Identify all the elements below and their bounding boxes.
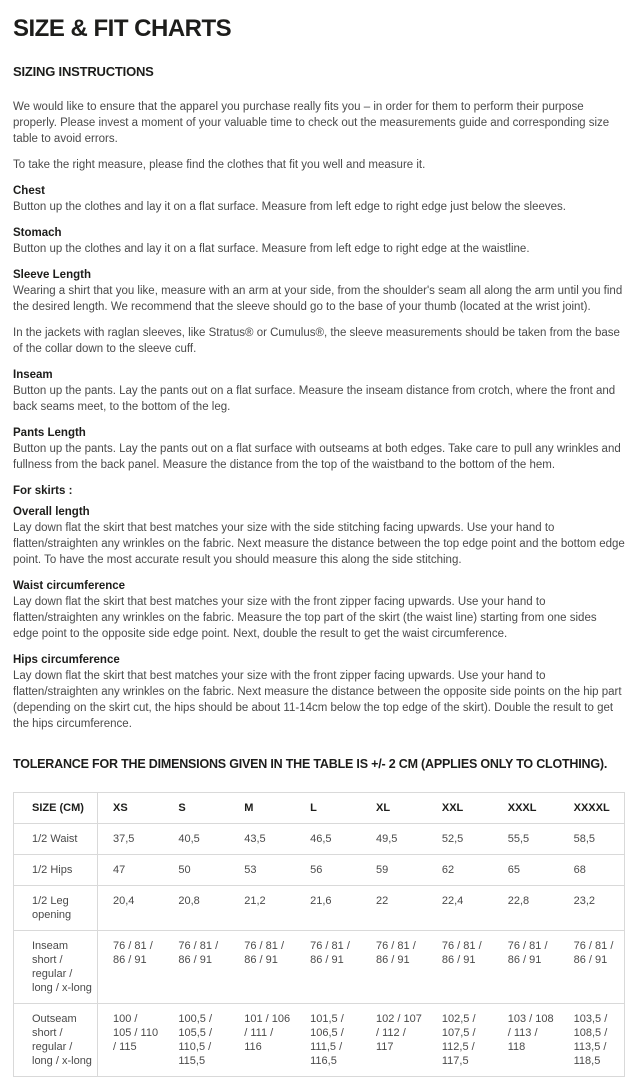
section-heading: For skirts : [13,485,73,498]
intro-paragraphs [13,99,625,173]
size-col-header-xxxl: XXXL [507,802,537,815]
row-label: Inseam short / regular / long / x-long [14,931,98,1004]
size-value-cell: 53 [229,855,295,886]
intro-paragraph: We would like to ensure that the apparel you purchase really fits you – in order for them to perform their purpose properly. Please invest a moment of your valuable time to check out the measurements guide and corresponding size table to avoid errors. [13,101,610,146]
size-value-cell: 100 / 105 / 110 / 115 [98,1004,164,1077]
size-col-header-s: S [178,802,186,815]
size-value-cell: 76 / 81 / 86 / 91 [559,931,625,1004]
section-heading: Hips circumference [13,654,120,667]
size-value-cell: 52,5 [427,824,493,855]
section-sleeve-length [13,267,625,357]
size-value-cell: 21,2 [229,886,295,931]
section-for-skirts [13,483,625,499]
size-value-cell: 62 [427,855,493,886]
size-value-cell: 37,5 [98,824,164,855]
size-table-row-outseam-short-regular-long-x-long [14,1004,625,1077]
tolerance-heading: TOLERANCE FOR THE DIMENSIONS GIVEN IN THE TABLE IS +/- 2 CM (APPLIES ONLY TO CLOTHING). [13,757,608,772]
section-paragraph: Button up the pants. Lay the pants out on a flat surface with outseams at both edges. Take care to pull any wrinkles and fullness from the back panel. Measure the distance from the top of the waistband to the bottom of the hem. [13,443,621,472]
size-value-cell: 43,5 [229,824,295,855]
size-value-cell: 76 / 81 / 86 / 91 [98,931,164,1004]
section-heading: Chest [13,185,45,198]
size-col-header-xs: XS [113,802,128,815]
size-value-cell: 59 [361,855,427,886]
size-table-row-1-2-leg-opening [14,886,625,931]
size-value-cell: 76 / 81 / 86 / 91 [295,931,361,1004]
size-value-cell: 103,5 / 108,5 / 113,5 / 118,5 [559,1004,625,1077]
size-table-row-inseam-short-regular-long-x-long [14,931,625,1004]
row-label: 1/2 Hips [14,855,98,886]
intro-paragraph: To take the right measure, please find the clothes that fit you well and measure it. [13,159,426,172]
section-heading: Waist circumference [13,580,126,593]
size-col-header-m: M [244,802,254,815]
row-label: 1/2 Leg opening [14,886,98,931]
section-paragraph: Lay down flat the skirt that best matches your size with the side stitching facing upwards. Use your hand to flatten/straighten any wrinkles on the fabric. Next measure the distance between the top edge point and the bottom edge point. To have the most accurate result you should measure this along the side stitching. [13,522,625,567]
size-value-cell: 76 / 81 / 86 / 91 [163,931,229,1004]
section-stomach [13,225,625,257]
size-col-header-xl: XL [376,802,391,815]
size-value-cell: 103 / 108 / 113 / 118 [493,1004,559,1077]
size-value-cell: 21,6 [295,886,361,931]
size-col-header-l: L [310,802,317,815]
size-value-cell: 102 / 107 / 112 / 117 [361,1004,427,1077]
section-paragraph: In the jackets with raglan sleeves, like Stratus® or Cumulus®, the sleeve measurements should be taken from the base of the collar down to the sleeve cuff. [13,327,620,356]
section-heading: Pants Length [13,427,86,440]
row-label: Outseam short / regular / long / x-long [14,1004,98,1077]
size-value-cell: 50 [163,855,229,886]
section-paragraph: Button up the pants. Lay the pants out on a flat surface. Measure the inseam distance from crotch, where the front and back seams meet, to the bottom of the leg. [13,385,616,414]
size-value-cell: 76 / 81 / 86 / 91 [361,931,427,1004]
size-value-cell: 46,5 [295,824,361,855]
size-table-row-1-2-hips [14,855,625,886]
size-table [13,792,625,1077]
size-value-cell: 76 / 81 / 86 / 91 [427,931,493,1004]
section-hips-circumference [13,652,625,732]
size-value-cell: 22,4 [427,886,493,931]
size-value-cell: 76 / 81 / 86 / 91 [493,931,559,1004]
size-col-header-xxl: XXL [441,802,464,815]
size-value-cell: 22,8 [493,886,559,931]
size-value-cell: 55,5 [493,824,559,855]
section-heading: Overall length [13,506,90,519]
size-value-cell: 58,5 [559,824,625,855]
size-value-cell: 40,5 [163,824,229,855]
section-paragraph: Lay down flat the skirt that best matches your size with the front zipper facing upwards. Use your hand to flatten/straighten any wrinkles on the fabric. Next measure the distance between the opposite side points on the hip part (depending on the skirt cut, the hips should be about 11-14cm below the top edge of the skirt). Double the result to get the hips circumference. [13,670,622,731]
size-table-row-1-2-waist [14,824,625,855]
row-label: 1/2 Waist [14,824,98,855]
page-title: SIZE & FIT CHARTS [13,15,232,42]
size-value-cell: 47 [98,855,164,886]
size-value-cell: 101,5 / 106,5 / 111,5 / 116,5 [295,1004,361,1077]
section-chest [13,183,625,215]
size-value-cell: 76 / 81 / 86 / 91 [229,931,295,1004]
section-paragraph: Wearing a shirt that you like, measure with an arm at your side, from the shoulder's seam all along the arm until you find the desired length. We recommend that the sleeve should go to the base of your thumb (located at the wrist joint). [13,285,623,314]
size-value-cell: 56 [295,855,361,886]
section-paragraph: Button up the clothes and lay it on a flat surface. Measure from left edge to right edge just below the sleeves. [13,201,566,214]
section-pants-length [13,425,625,473]
measurement-sections [13,183,625,732]
section-heading: Stomach [13,227,62,240]
size-value-cell: 20,4 [98,886,164,931]
section-paragraph: Lay down flat the skirt that best matches your size with the front zipper facing upwards. Use your hand to flatten/straighten any wrinkles on the fabric. Measure the top part of the skirt (the waist line) starting from one sides edge point to the opposite side edge point. Next, double the result to get the waist circumference. [13,596,597,641]
size-value-cell: 102,5 / 107,5 / 112,5 / 117,5 [427,1004,493,1077]
size-value-cell: 101 / 106 / 111 / 116 [229,1004,295,1077]
size-col-header-xxxxl: XXXXL [573,802,610,815]
size-value-cell: 49,5 [361,824,427,855]
section-waist-circumference [13,578,625,642]
section-heading: Sleeve Length [13,269,91,282]
size-value-cell: 65 [493,855,559,886]
section-overall-length [13,504,625,568]
size-table-corner-header: SIZE (CM) [14,793,98,824]
section-inseam [13,367,625,415]
size-value-cell: 23,2 [559,886,625,931]
sizing-instructions-heading: SIZING INSTRUCTIONS [13,64,154,80]
size-table-header-row [14,793,625,824]
size-value-cell: 20,8 [163,886,229,931]
size-value-cell: 22 [361,886,427,931]
size-value-cell: 68 [559,855,625,886]
section-heading: Inseam [13,369,53,382]
size-value-cell: 100,5 / 105,5 / 110,5 / 115,5 [163,1004,229,1077]
section-paragraph: Button up the clothes and lay it on a flat surface. Measure from left edge to right edge at the waistline. [13,243,530,256]
